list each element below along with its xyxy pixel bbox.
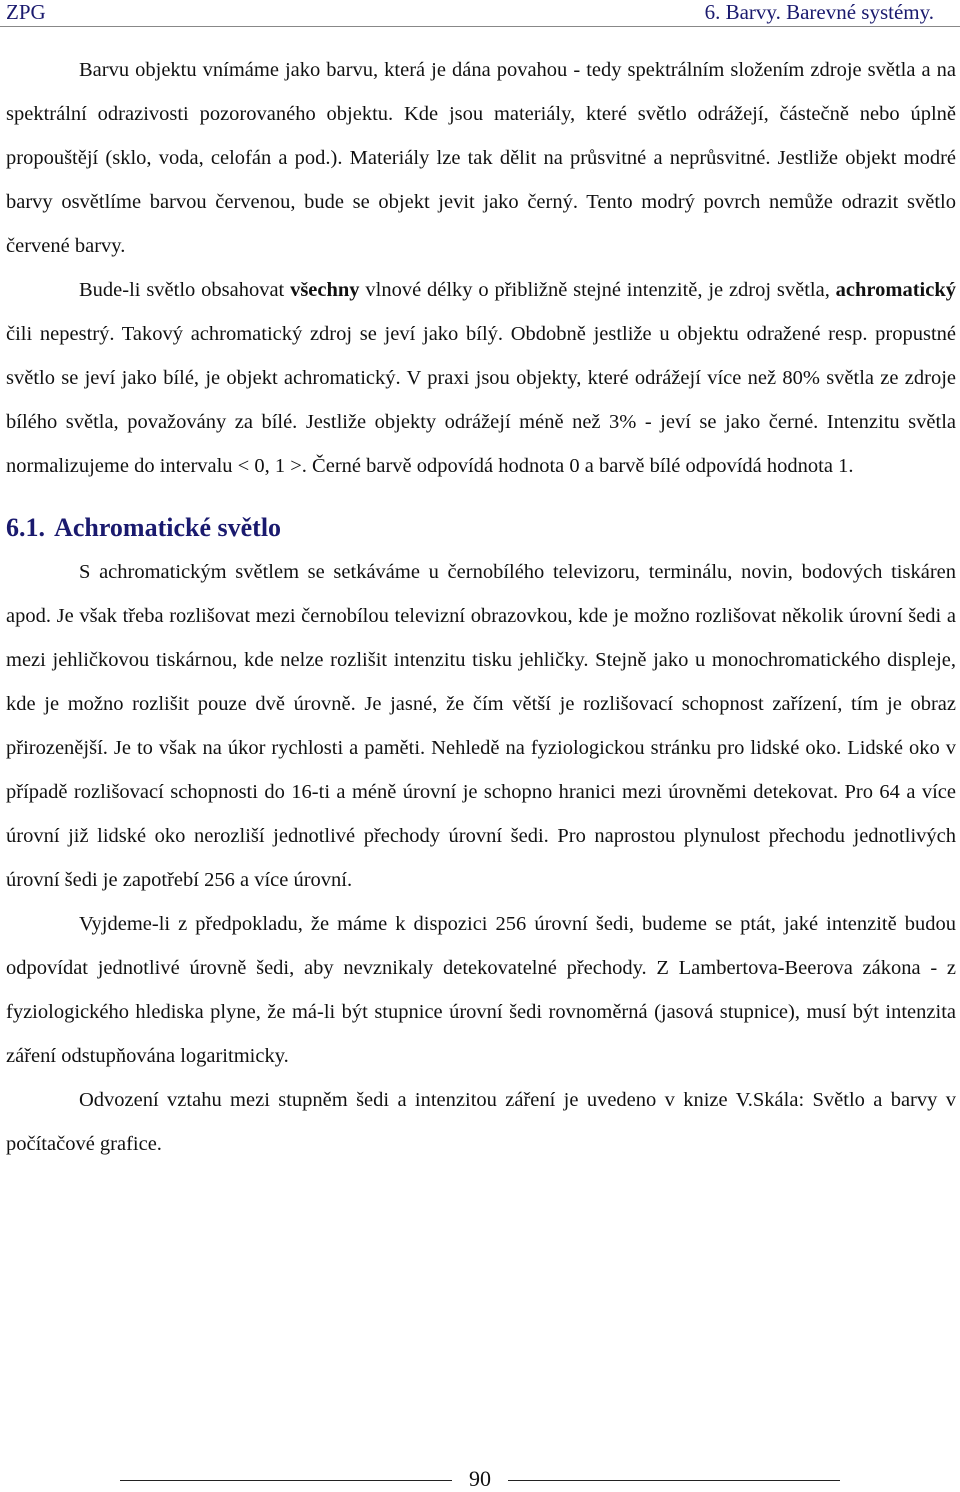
paragraph-text: čili nepestrý. Takový achromatický zdroj se jeví jako bílý. Obdobně jestliže u objektu odražené resp. propustné světlo se jeví jako bílé, je objekt achromatický. V praxi jsou objekty, které odrážejí více než 80% světla ze zdroje bílého světla, považovány za bílé. Jestliže objekty odrážejí méně než 3% - jeví se jako černé. Intenzitu světla normalizujeme do intervalu < 0, 1 >. Černé barvě odpovídá hodnota 0 a barvě bílé odpovídá hodnota 1. bbox=[6, 323, 956, 477]
section-number: 6.1. bbox=[6, 513, 45, 542]
paragraph-text: Bude-li světlo obsahovat bbox=[79, 279, 291, 301]
header-rule bbox=[0, 26, 960, 27]
page-number: 90 bbox=[469, 1466, 491, 1491]
page-footer bbox=[0, 1462, 960, 1492]
footer-rule-left bbox=[120, 1480, 452, 1481]
page-content bbox=[6, 48, 956, 1166]
section-heading bbox=[6, 506, 956, 550]
paragraph-intro: Barvu objektu vnímáme jako barvu, která je dána povahou - tedy spektrálním složením zdroje světla a na spektrální odrazivosti pozorovaného objektu. Kde jsou materiály, které světlo odrážejí, částečně nebo úplně propouštějí (sklo, voda, celofán a pod.). Materiály lze tak dělit na průsvitné a neprůsvitné. Jestliže objekt modré barvy osvětlíme barvou červenou, bude se objekt jevit jako černý. Tento modrý povrch nemůže odrazit světlo červené barvy. bbox=[6, 59, 956, 257]
emphasis-achromaticky: achromatický bbox=[835, 279, 956, 301]
paragraph-achromatic-source bbox=[6, 268, 956, 488]
paragraph-text: vlnové délky o přibližně stejné intenzitě, je zdroj světla, bbox=[359, 279, 836, 301]
emphasis-vsechny: všechny bbox=[290, 279, 360, 301]
page-header bbox=[0, 0, 960, 28]
paragraph-gray-levels: Vyjdeme-li z předpokladu, že máme k dispozici 256 úrovní šedi, budeme se ptát, jaké intenzitě budou odpovídat jednotlivé úrovně šedi, aby nevznikaly detekovatelné přechody. Z Lambertova-Beerova zákona - z fyziologického hlediska plyne, že má-li být stupnice úrovní šedi rovnoměrná (jasová stupnice), musí být intenzita záření odstupňována logaritmicky. bbox=[6, 913, 956, 1067]
header-chapter-title: 6. Barvy. Barevné systémy. bbox=[704, 0, 934, 24]
paragraph-achromatic-devices: S achromatickým světlem se setkáváme u černobílého televizoru, terminálu, novin, bodových tiskáren apod. Je však třeba rozlišovat mezi černobílou televizní obrazovkou, kde je možno rozlišovat několik úrovní šedi a mezi jehličkovou tiskárnou, kde nelze rozlišit intenzitu tisku jehličky. Stejně jako u monochromatického displeje, kde je možno rozlišit pouze dvě úrovně. Je jasné, že čím větší je rozlišovací schopnost zařízení, tím je obraz přirozenější. Je to však na úkor rychlosti a paměti. Nehledě na fyziologickou stránku pro lidské oko. Lidské oko v případě rozlišovací schopnosti do 16-ti a méně úrovní je schopno hranici mezi úrovněmi detekovat. Pro 64 a více úrovní již lidské oko nerozliší jednotlivé přechody úrovní šedi. Pro naprostou plynulost přechodu jednotlivých úrovní šedi je zapotřebí 256 a více úrovní. bbox=[6, 561, 956, 891]
paragraph-reference: Odvození vztahu mezi stupněm šedi a intenzitou záření je uvedeno v knize V.Skála: Světlo a barvy v počítačové grafice. bbox=[6, 1089, 956, 1155]
section-title: Achromatické světlo bbox=[54, 513, 282, 542]
header-document-title: ZPG bbox=[6, 0, 46, 24]
footer-rule-right bbox=[508, 1480, 840, 1481]
